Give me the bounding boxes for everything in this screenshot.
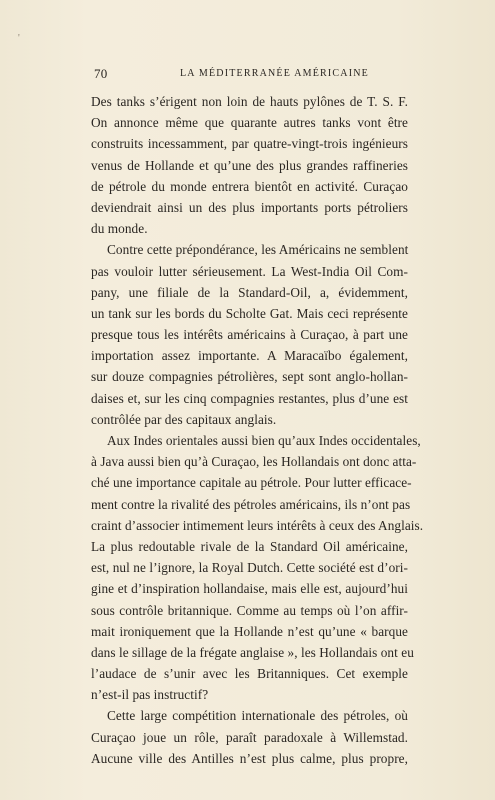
text-line: du monde. [91,221,148,237]
text-line: construits incessamment, par quatre-vingt-trois ingénieurs [91,136,408,152]
margin-mark: ' [18,33,20,44]
text-line: venus de Hollande et qu’une des plus grandes raffineries [91,157,408,173]
text-line: contrôlée par des capitaux anglais. [91,411,277,427]
text-line: On annonce même que quarante autres tanks vont être [91,115,408,131]
text-line: sur douze compagnies pétrolières, sept sont anglo-hollan- [91,369,408,385]
text-line: deviendrait ainsi un des plus importants ports pétroliers [91,199,408,215]
text-line: craint d’associer intimement leurs intérêts à ceux des Anglais. [91,517,424,533]
text-line: l’audace de s’unir avec les Britanniques. Cet exemple [91,666,408,682]
text-line: daises et, sur les cinq compagnies restantes, plus d’une est [91,390,408,406]
running-title: LA MÉDITERRANÉE AMÉRICAINE [180,68,369,79]
text-line: pas vouloir lutter sérieusement. La West-India Oil Com- [91,263,408,279]
text-line: n’est-il pas instructif? [91,687,209,703]
text-line: sous contrôle britannique. Comme au temps où l’on affir- [91,602,408,618]
page-header [94,66,406,84]
text-line: dans le sillage de la frégate anglaise », les Hollandais ont eu [91,644,414,660]
text-line: mait ironiquement que la Hollande n’est qu’une « barque [91,623,408,639]
text-line: Aux Indes orientales aussi bien qu’aux Indes occidentales, [107,433,421,448]
text-line: pany, une filiale de la Standard-Oil, a, évidemment, [91,284,408,300]
text-line: La plus redoutable rivale de la Standard Oil américaine, [91,538,408,554]
page-number: 70 [94,66,108,81]
text-line: gine et d’inspiration hollandaise, mais elle est, aujourd’hui [91,581,408,597]
text-line: Cette large compétition internationale des pétroles, où [107,708,408,724]
text-line: Aucune ville des Antilles n’est plus calme, plus propre, [91,750,408,766]
text-line: presque tous les intérêts américains à Curaçao, à part une [91,327,408,343]
text-line: Curaçao joue un rôle, paraît paradoxale à Willemstad. [91,729,408,745]
body-text [91,91,424,769]
text-line: Contre cette prépondérance, les Américains ne semblent [107,242,409,258]
text-line: ché une importance capitale au pétrole. Pour lutter efficace- [91,475,412,491]
text-line: un tank sur les bords du Scholte Gat. Mais ceci représente [91,305,408,321]
text-line: ment contre la rivalité des pétroles américains, ils n’ont pas [91,496,411,512]
text-line: importation assez importante. A Maracaïbo également, [91,348,408,364]
text-line: Des tanks s’érigent non loin de hauts pylônes de T. S. F. [91,94,408,109]
text-line: de pétrole du monde entrera bientôt en activité. Curaçao [91,178,408,194]
text-line: à Java aussi bien qu’à Curaçao, les Hollandais ont donc atta- [91,454,417,470]
text-line: est, nul ne l’ignore, la Royal Dutch. Cette société est d’ori- [91,560,408,576]
